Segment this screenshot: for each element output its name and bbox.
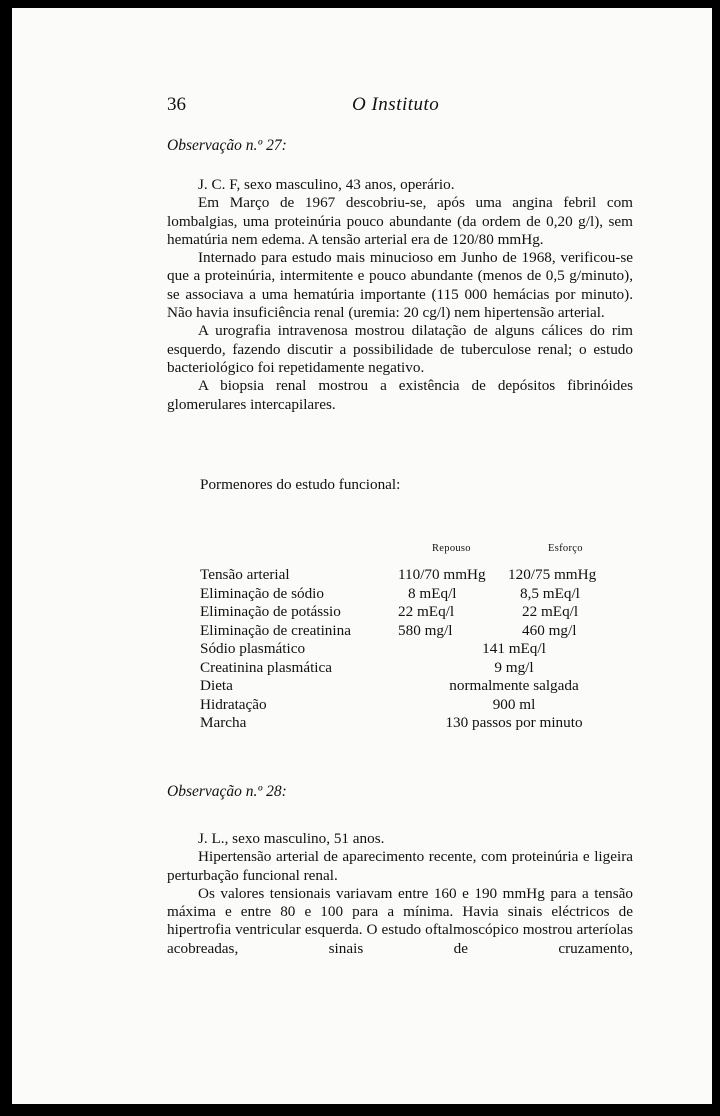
observation-27-title: Observação n.º 27: <box>167 137 287 154</box>
observation-28-title: Observação n.º 28: <box>167 783 287 800</box>
column-header-effort: Esforço <box>548 543 583 554</box>
effort-value: 8,5 mEq/l <box>520 584 580 602</box>
row-label: Hidratação <box>200 695 267 713</box>
effort-value: 460 mg/l <box>522 621 577 639</box>
row-label: Eliminação de potássio <box>200 603 341 620</box>
table-row <box>200 659 640 677</box>
rest-value: 22 mEq/l <box>398 603 455 620</box>
observation-28-text <box>167 830 633 958</box>
effort-value: 22 mEq/l <box>522 603 579 620</box>
row-label: Sódio plasmático <box>200 640 306 657</box>
row-label: Marcha <box>200 714 247 731</box>
shared-value: 130 passos por minuto <box>445 714 583 731</box>
paragraph: A biopsia renal mostrou a existência de depósitos fibrinóides glomerulares intercapilares. <box>167 377 633 413</box>
row-label: Eliminação de creatinina <box>200 621 351 639</box>
paragraph: Os valores tensionais variavam entre 160 e 190 mmHg para a tensão máxima e entre 80 e 100 para a mínima. Havia sinais eléctricos de hipertrofia ventricular esquerda. O estudo oftalmoscópico mostrou arteríolas acobreadas, sinais de cruzamento, <box>167 884 633 957</box>
paragraph: Em Março de 1967 descobriu-se, após uma angina febril com lombalgias, uma proteinúria pouco abundante (da ordem de 0,20 g/l), sem hematúria nem edema. A tensão arterial era de 120/80 mmHg. <box>167 194 633 248</box>
paragraph: J. C. F, sexo masculino, 43 anos, operário. <box>198 176 455 193</box>
paragraph: A urografia intravenosa mostrou dilatação de alguns cálices do rim esquerdo, fazendo discutir a possibilidade de tuberculose renal; o estudo bacteriológico foi repetidamente negativo. <box>167 322 633 376</box>
paragraph: J. L., sexo masculino, 51 anos. <box>198 830 385 847</box>
row-label: Creatinina plasmática <box>200 658 332 676</box>
shared-value: 900 ml <box>492 695 536 713</box>
page-number: 36 <box>167 94 186 115</box>
rest-value: 110/70 mmHg <box>398 566 486 583</box>
table-row <box>200 603 640 621</box>
table-row <box>200 640 640 658</box>
shared-value: 9 mg/l <box>494 658 534 676</box>
effort-value: 120/75 mmHg <box>508 566 597 583</box>
table-row <box>200 622 640 640</box>
table-row <box>200 696 640 714</box>
observation-27-text <box>167 176 633 414</box>
functional-study-heading: Pormenores do estudo funcional: <box>200 476 401 493</box>
table-row <box>200 714 640 732</box>
table-row <box>200 585 640 603</box>
table-row <box>200 566 640 584</box>
rest-value: 580 mg/l <box>398 621 453 639</box>
book-page <box>12 8 712 1104</box>
row-label: Tensão arterial <box>200 566 290 583</box>
paragraph: Internado para estudo mais minucioso em Junho de 1968, verificou-se que a proteinúria, intermitente e pouco abundante (menos de 0,5 g/minuto), se associava a uma hematúria importante (115 000 hemácias por minuto). Não havia insuficiência renal (uremia: 20 cg/l) nem hipertensão arterial. <box>167 249 633 322</box>
shared-value: normalmente salgada <box>449 677 579 694</box>
row-label: Dieta <box>200 677 233 694</box>
rest-value: 8 mEq/l <box>408 584 457 602</box>
paragraph: Hipertensão arterial de aparecimento recente, com proteinúria e ligeira perturbação funcional renal. <box>167 848 633 884</box>
shared-value: 141 mEq/l <box>482 640 546 657</box>
row-label: Eliminação de sódio <box>200 584 324 602</box>
running-title: O Instituto <box>352 94 440 115</box>
column-header-rest: Repouso <box>432 543 471 554</box>
table-row <box>200 677 640 695</box>
